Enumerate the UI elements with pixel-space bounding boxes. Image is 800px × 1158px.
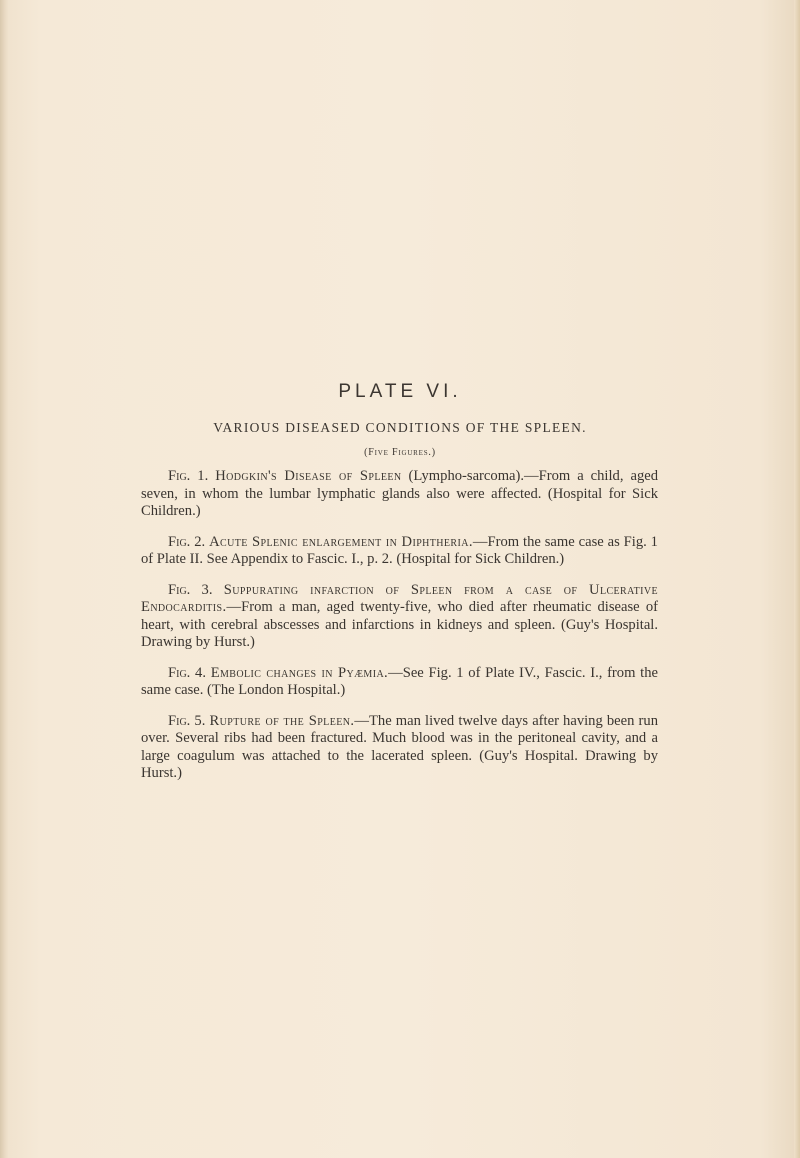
- figure-heading: Rupture of the Spleen.: [209, 712, 355, 729]
- figure-heading: Acute Splenic enlargement in Diphtheria.: [209, 533, 473, 550]
- figure-count: (Five Figures.): [364, 447, 436, 458]
- figure-label: Fig. 3.: [168, 581, 213, 598]
- figure-descriptions: [141, 468, 658, 796]
- figure-entry-5: [141, 713, 658, 783]
- figure-text: —From the same case as Fig. 1 of Plate II. See Appendix to Fascic. I., p. 2. (Hospital for Sick Children.): [141, 533, 658, 567]
- plate-title: PLATE VI.: [338, 381, 462, 402]
- figure-entry-2: [141, 534, 658, 569]
- page-right-edge: [794, 0, 800, 1158]
- figure-label: Fig. 2.: [168, 533, 206, 550]
- figure-entry-3: [141, 582, 658, 652]
- figure-text: —See Fig. 1 of Plate IV., Fascic. I., from the same case. (The London Hospital.): [141, 664, 658, 698]
- figure-text: (Lympho-sarcoma).—From a child, aged seven, in whom the lumbar lymphatic glands also were affected. (Hospital for Sick Children.): [141, 468, 659, 519]
- plate-subtitle: VARIOUS DISEASED CONDITIONS OF THE SPLEEN.: [213, 420, 587, 435]
- figure-entry-1: [141, 468, 658, 521]
- page-left-edge: [0, 0, 9, 1158]
- figure-label: Fig. 4.: [168, 664, 206, 681]
- figure-text: —From a man, aged twenty-five, who died after rheumatic disease of heart, with cerebral abscesses and infarctions in kidneys and spleen. (Guy's Hospital. Drawing by Hurst.): [141, 599, 658, 650]
- figure-entry-4: [141, 665, 658, 700]
- figure-heading: Suppurating infarction of Spleen from a case of Ulcerative Endocarditis.: [141, 581, 658, 615]
- figure-label: Fig. 1.: [168, 468, 209, 484]
- figure-text: —The man lived twelve days after having been run over. Several ribs had been fractured. Much blood was in the peritoneal cavity, and a large coagulum was attached to the lacerated spleen. (Guy's Hospital. Drawing by Hurst.): [141, 712, 658, 781]
- figure-heading: Hodgkin's Disease of Spleen: [215, 468, 402, 484]
- figure-heading: Embolic changes in Pyæmia.: [210, 664, 389, 681]
- figure-label: Fig. 5.: [168, 712, 206, 729]
